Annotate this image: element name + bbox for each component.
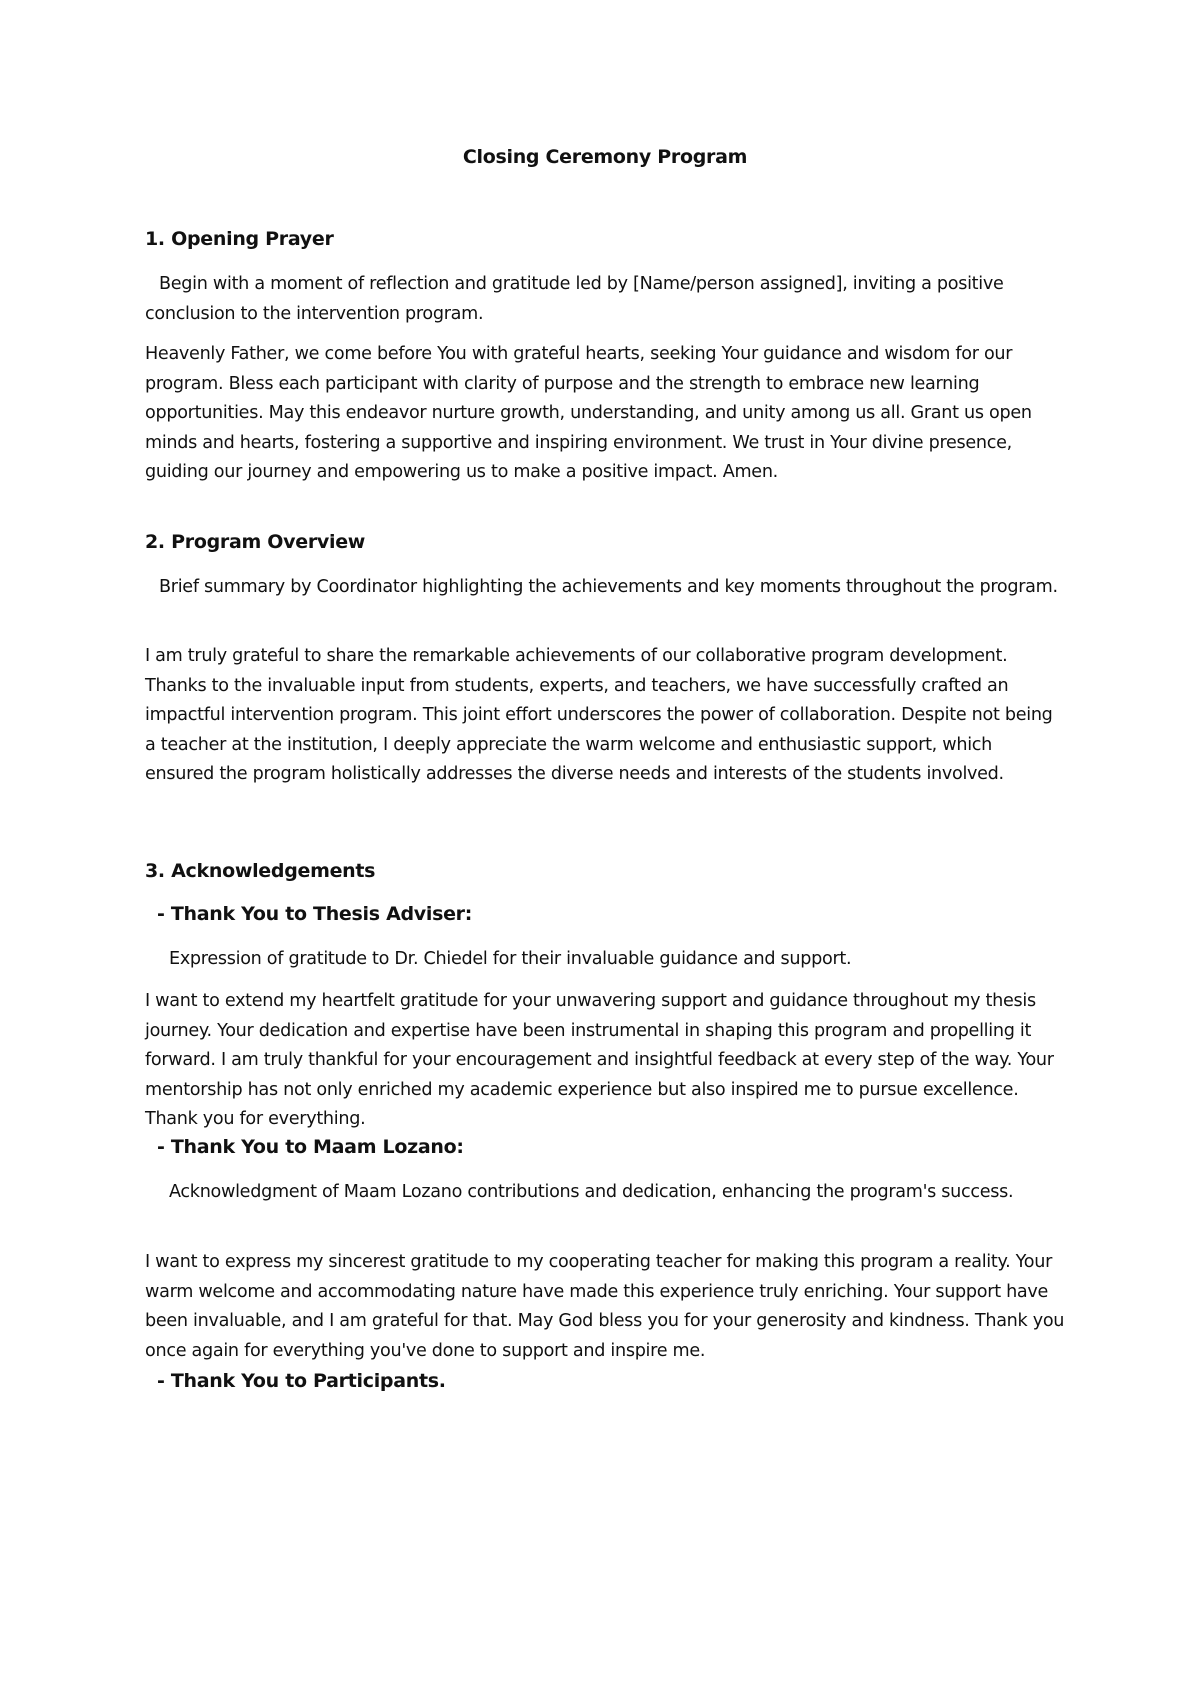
document-page bbox=[145, 0, 1065, 1696]
opening-prayer-body: Heavenly Father, we come before You with grateful hearts, seeking Your guidance and wisdom for our program. Bless each participant with clarity of purpose and the strength to embrace new learning opportunities. May this endeavor nurture growth, understanding, and unity among us all. Grant us open minds and hearts, fostering a supportive and inspiring environment. We trust in Your divine presence, guiding our journey and empowering us to make a positive impact. Amen. bbox=[145, 344, 1032, 482]
maam-lozano-intro: Acknowledgment of Maam Lozano contributions and dedication, enhancing the program's success. bbox=[169, 1182, 1014, 1202]
subheading-participants: - Thank You to Participants. bbox=[157, 1370, 446, 1392]
program-overview-body: I am truly grateful to share the remarkable achievements of our collaborative program development. Thanks to the invaluable input from students, experts, and teachers, we have successfully crafted an impactful intervention program. This joint effort underscores the power of collaboration. Despite not being a teacher at the institution, I deeply appreciate the warm welcome and enthusiastic support, which ensured the program holistically addresses the diverse needs and interests of the students involved. bbox=[145, 646, 1053, 784]
thesis-adviser-intro: Expression of gratitude to Dr. Chiedel for their invaluable guidance and support. bbox=[169, 949, 852, 969]
section-heading-acknowledgements: 3. Acknowledgements bbox=[145, 860, 376, 882]
section-heading-program-overview: 2. Program Overview bbox=[145, 531, 366, 553]
document-title: Closing Ceremony Program bbox=[462, 146, 748, 168]
thesis-adviser-body: I want to extend my heartfelt gratitude for your unwavering support and guidance throughout my thesis journey. Your dedication and expertise have been instrumental in shaping this program and propelling it forward. I am truly thankful for your encouragement and insightful feedback at every step of the way. Your mentorship has not only enriched my academic experience but also inspired me to pursue excellence. Thank you for everything. bbox=[145, 991, 1054, 1129]
section-heading-opening-prayer: 1. Opening Prayer bbox=[145, 228, 334, 250]
maam-lozano-body: I want to express my sincerest gratitude to my cooperating teacher for making this program a reality. Your warm welcome and accommodating nature have made this experience truly enriching. Your support have been invaluable, and I am grateful for that. May God bless you for your generosity and kindness. Thank you once again for everything you've done to support and inspire me. bbox=[145, 1252, 1065, 1361]
subheading-maam-lozano: - Thank You to Maam Lozano: bbox=[157, 1136, 464, 1158]
subheading-thesis-adviser: - Thank You to Thesis Adviser: bbox=[157, 903, 473, 925]
program-overview-intro: Brief summary by Coordinator highlighting the achievements and key moments throughout the program. bbox=[159, 577, 1058, 597]
opening-prayer-intro: Begin with a moment of reflection and gratitude led by [Name/person assigned], inviting a positive conclusion to the intervention program. bbox=[145, 274, 1004, 324]
